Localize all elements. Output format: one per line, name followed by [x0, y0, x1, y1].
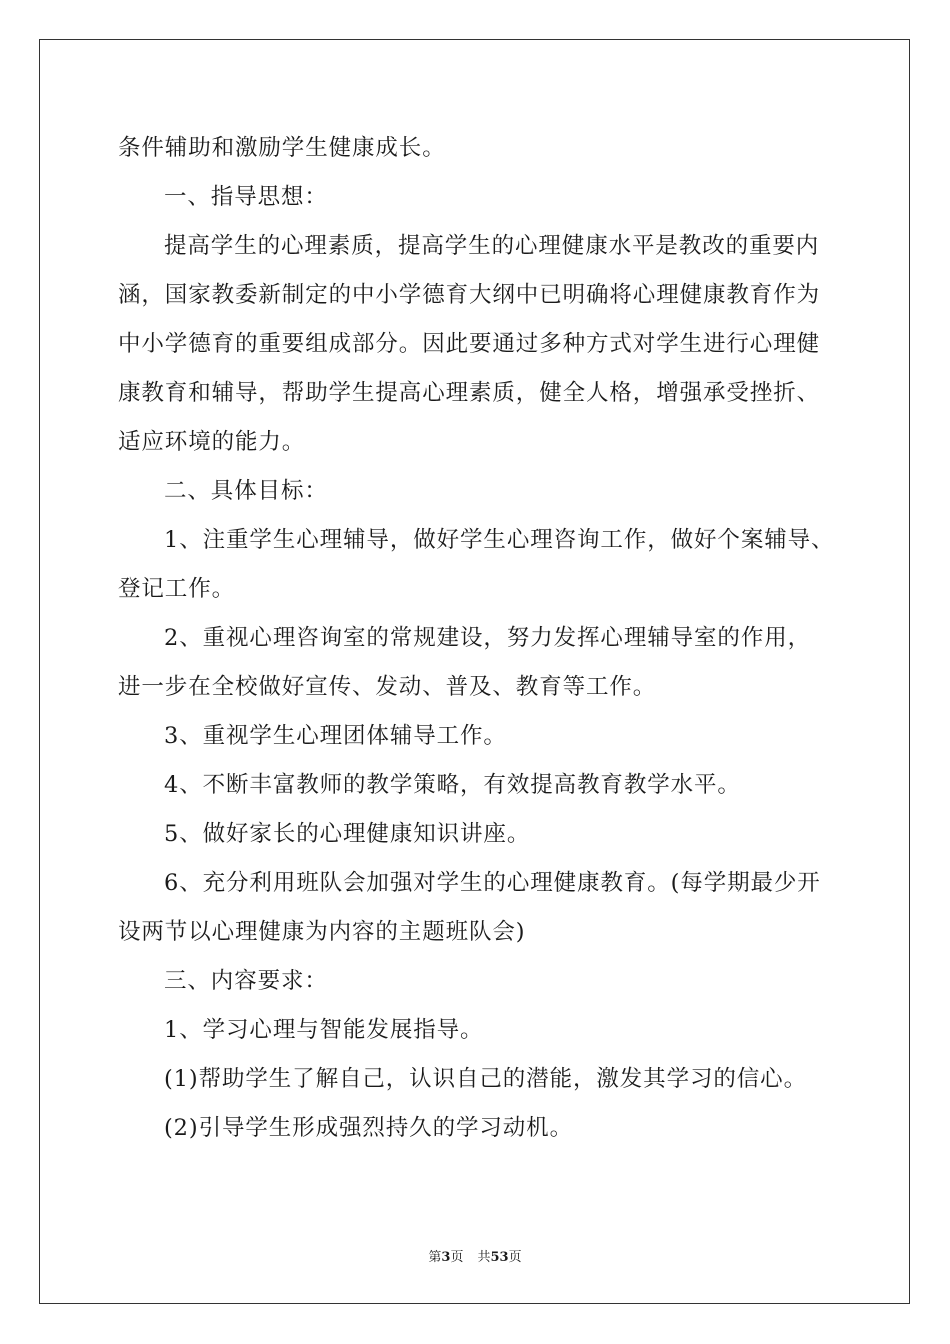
text-line: 中小学德育的重要组成部分。因此要通过多种方式对学生进行心理健 [118, 331, 821, 357]
list-item: 5、做好家长的心理健康知识讲座。 [164, 821, 531, 847]
section-heading: 二、具体目标： [164, 478, 328, 504]
text-line: 登记工作。 [118, 576, 236, 602]
section-heading: 三、内容要求： [164, 968, 328, 994]
document-body [118, 128, 848, 1157]
section-heading: 一、指导思想： [164, 184, 328, 210]
text-line: 适应环境的能力。 [118, 429, 306, 455]
list-item: 2、重视心理咨询室的常规建设，努力发挥心理辅导室的作用， [164, 625, 812, 651]
page-prefix: 第 [428, 1250, 442, 1265]
text-line: 条件辅助和激励学生健康成长。 [118, 135, 446, 161]
text-line: 康教育和辅导，帮助学生提高心理素质，健全人格，增强承受挫折、 [118, 380, 821, 406]
text-line: 进一步在全校做好宣传、发动、普及、教育等工作。 [118, 674, 657, 700]
list-item: 1、学习心理与智能发展指导。 [164, 1017, 484, 1043]
list-item: 1、注重学生心理辅导，做好学生心理咨询工作，做好个案辅导、 [164, 527, 835, 553]
total-prefix: 共 [477, 1250, 491, 1265]
list-item: 4、不断丰富教师的教学策略，有效提高教育教学水平。 [164, 772, 741, 798]
text-line: 提高学生的心理素质，提高学生的心理健康水平是教改的重要内 [164, 233, 820, 259]
list-item: 6、充分利用班队会加强对学生的心理健康教育。(每学期最少开 [164, 870, 821, 896]
page-number: 3 [441, 1250, 451, 1265]
total-suffix: 页 [508, 1250, 522, 1265]
text-line: 设两节以心理健康为内容的主题班队会) [118, 919, 526, 945]
text-line: 涵，国家教委新制定的中小学德育大纲中已明确将心理健康教育作为 [118, 282, 821, 308]
page-footer [0, 1249, 950, 1267]
page-suffix: 页 [450, 1250, 464, 1265]
total-pages: 53 [490, 1250, 509, 1265]
sub-list-item: (2)引导学生形成强烈持久的学习动机。 [164, 1115, 573, 1141]
list-item: 3、重视学生心理团体辅导工作。 [164, 723, 507, 749]
sub-list-item: (1)帮助学生了解自己，认识自己的潜能，激发其学习的信心。 [164, 1066, 807, 1092]
